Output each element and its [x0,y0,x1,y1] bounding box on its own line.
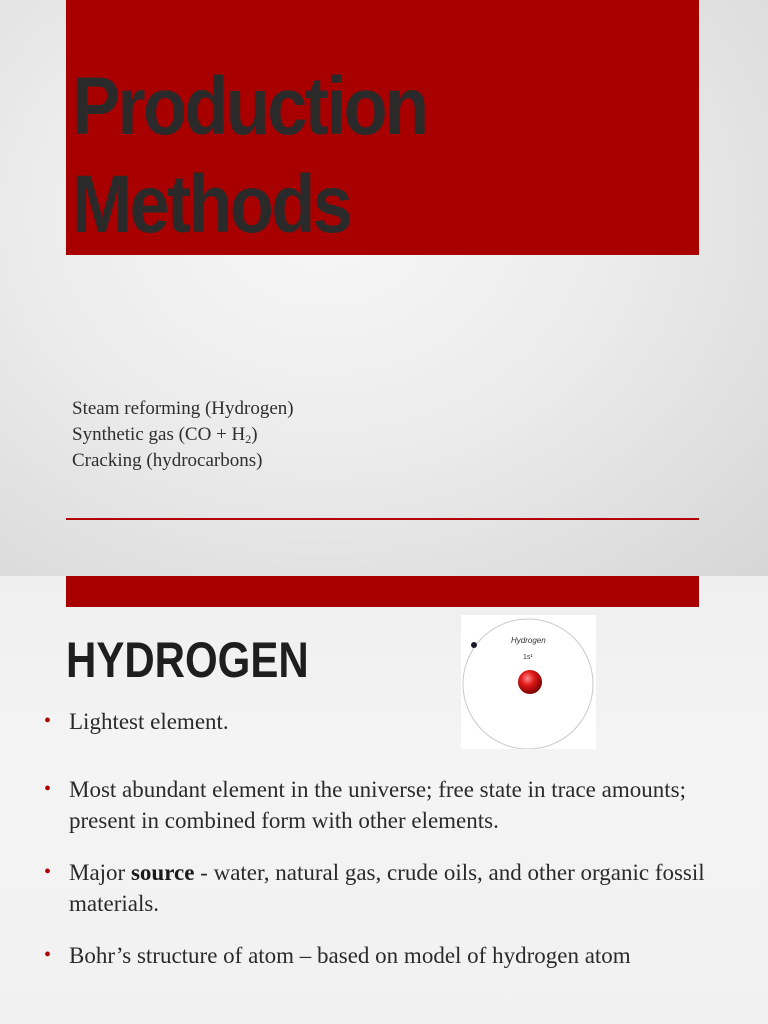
subtitle-text: Synthetic gas (CO + H [72,424,246,445]
slide-hydrogen [0,576,768,1024]
bullet-text: Lightest element. [69,709,229,734]
bullet-item [44,706,734,737]
title-band [66,0,699,255]
bullet-bold-text: source [130,860,195,885]
divider-line [66,518,699,520]
subscript: 2 [245,432,252,446]
bullet-item [44,857,734,919]
orbital-label: 1s¹ [523,654,533,661]
header-band [66,576,699,607]
bullet-dot: • [44,861,52,883]
bullet-dot: • [44,710,52,732]
slide-heading: HYDROGEN [66,632,309,688]
bullet-item [44,774,734,836]
nucleus [518,670,542,694]
subtitle-line: Cracking (hydrocarbons) [72,450,263,471]
subtitle-list [72,396,294,474]
bullet-dot: • [44,944,52,966]
atom-label: Hydrogen [511,636,546,645]
bullet-item [44,940,734,971]
subtitle-text: ) [251,424,258,445]
bullet-text: Major [69,860,131,885]
subtitle-line [72,422,294,448]
electron [471,642,477,648]
slide-title: Production Methods [72,61,427,250]
bullet-text: - water, natural gas, crude oils, and other organic fossil materials. [69,860,705,916]
bullet-dot: • [44,778,52,800]
bullet-text: Most abundant element in the universe; free state in trace amounts; present in combined form with other elements. [69,777,686,833]
bullet-text: Bohr’s structure of atom – based on model of hydrogen atom [69,943,631,968]
subtitle-line: Steam reforming (Hydrogen) [72,398,294,419]
